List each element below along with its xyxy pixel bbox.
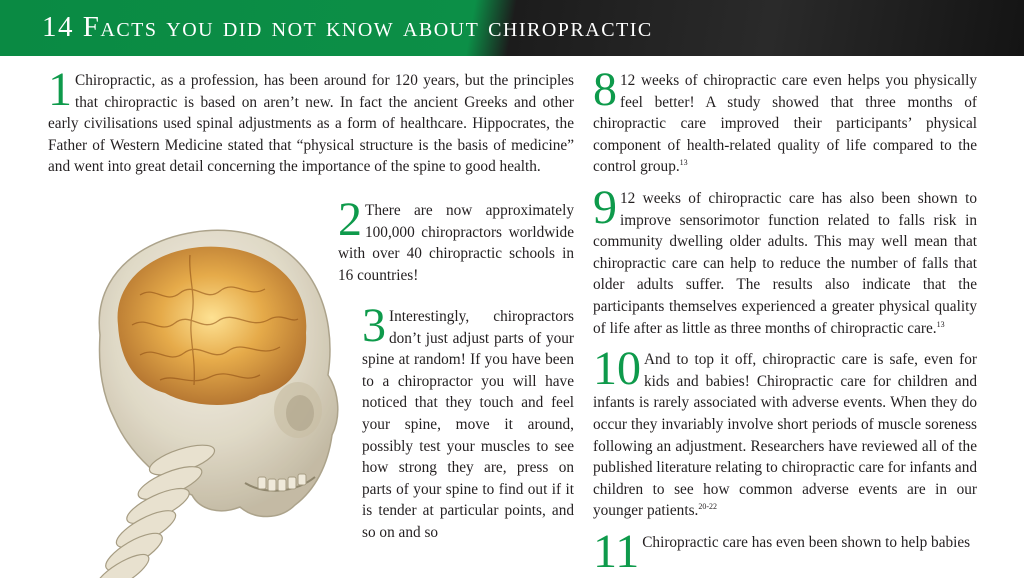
- fact-10: [593, 342, 977, 522]
- right-column: [593, 63, 977, 578]
- title-banner: [0, 0, 1024, 56]
- fact-text: There are now approximately 100,000 chiropractors worldwide with over 40 chiropractic schools in 16 countries!: [338, 202, 574, 284]
- fact-text: 12 weeks of chiropractic care even helps you physically feel better! A study showed that three months of chiropractic care improved their participants’ physical component of health-related quality of life compared to the control group.: [593, 72, 977, 176]
- reference-sup: 13: [679, 158, 688, 168]
- fact-number: 1: [48, 63, 72, 116]
- fact-8: [593, 63, 977, 178]
- fact-text: Chiropractic care has even been shown to help babies: [642, 533, 971, 551]
- fact-11: [593, 524, 977, 578]
- fact-number: 9: [593, 180, 617, 234]
- fact-text: Interestingly, chiropractors don’t just adjust parts of your spine at random! If you have been to a chiropractor you will have noticed that they touch and feel your spine, move it around, possibly test your muscles to see how strong they are, press on parts of your spine to find out if it is tender at particular points, and so on and so: [362, 308, 574, 541]
- fact-number: 11: [593, 524, 640, 578]
- fact-2: [338, 193, 574, 286]
- fact-number: 10: [593, 342, 641, 396]
- fact-number: 8: [593, 63, 617, 116]
- reference-sup: 20-22: [698, 502, 718, 512]
- fact-1: [48, 63, 574, 188]
- fact-text: And to top it off, chiropractic care is safe, even for kids and babies! Chiropractic care for children and infants is rarely associated with adverse events. When they do occur they invariably involve short periods of muscle soreness following an adjustment. Researchers have reviewed all of the published literature relating to chiropractic care for infants and children to see how common adverse events are in our younger patients.: [593, 351, 977, 520]
- skull-brain-illustration: [70, 215, 350, 578]
- fact-9: [593, 180, 977, 339]
- skull-brain-image: [70, 215, 350, 578]
- fact-text: 12 weeks of chiropractic care has also been shown to improve sensorimotor function related to falls risk in community dwelling older adults. This may well mean that chiropractic care can help to reduce the number of falls that older adults suffer. The results also indicate that the participants themselves experienced a greater physical quality of life after as little as three months of chiropractic care.: [593, 189, 977, 337]
- fact-text: Chiropractic, as a profession, has been around for 120 years, but the principles that chiropractic is based on aren’t new. In fact the ancient Greeks and other early civilisations used spinal adjustments as a form of healthcare. Hippocrates, the Father of Western Medicine stated that “physical structure is the basis of medicine” and went into great detail concerning the importance of the spine to good health.: [48, 72, 574, 176]
- page-title: 14 Facts you did not know about chiropractic: [42, 11, 653, 43]
- reference-sup: 13: [936, 319, 945, 329]
- fact-3: [362, 299, 574, 544]
- fact-number: 2: [338, 193, 362, 246]
- fact-number: 3: [362, 299, 386, 352]
